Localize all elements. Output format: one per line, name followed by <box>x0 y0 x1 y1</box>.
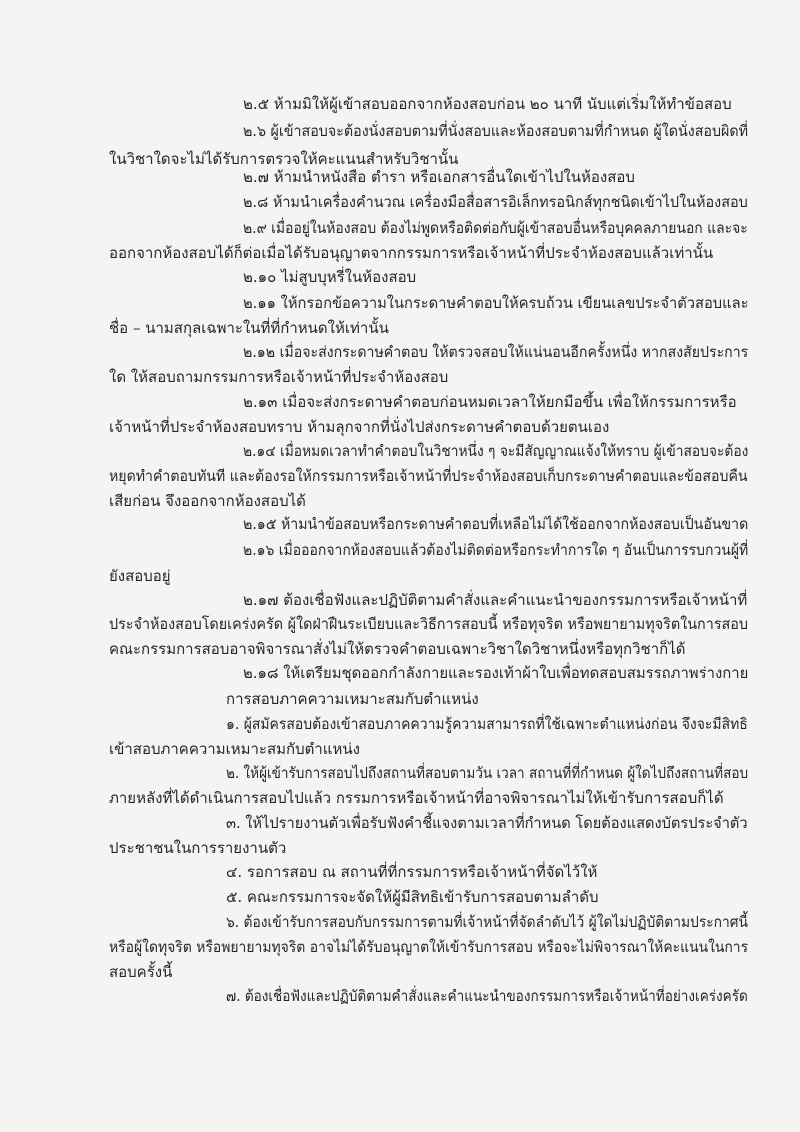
rule-2-12: ๒.๑๒ เมื่อจะส่งกระดาษคำตอบ ให้ตรวจสอบให้แน่นอนอีกครั้งหนึ่ง หากสงสัยประการ <box>243 343 749 361</box>
rule-2-14: ๒.๑๔ เมื่อหมดเวลาทำคำตอบในวิชาหนึ่ง ๆ จะมีสัญญาณแจ้งให้ทราบ ผู้เข้าสอบจะต้อง <box>243 442 749 460</box>
rule-2-10: ๒.๑๐ ไม่สูบบุหรี่ในห้องสอบ <box>243 268 417 286</box>
rule-2-17: ๒.๑๗ ต้องเชื่อฟังและปฏิบัติตามคำสั่งและคำแนะนำของกรรมการหรือเจ้าหน้าที่ <box>243 591 748 609</box>
suitability-rule-6-cont2: สอบครั้งนี้ <box>109 963 173 981</box>
suitability-rule-3-cont: ประชาชนในการรายงานตัว <box>109 839 287 857</box>
rule-2-7: ๒.๗ ห้ามนำหนังสือ ตำรา หรือเอกสารอื่นใดเข้าไปในห้องสอบ <box>243 168 635 186</box>
rule-2-17-cont2: คณะกรรมการสอบอาจพิจารณาสั่งไม่ให้ตรวจคำตอบเฉพาะวิชาใดวิชาหนึ่งหรือทุกวิชาก็ได้ <box>109 640 686 658</box>
suitability-rule-1-cont: เข้าสอบภาคความเหมาะสมกับตำแหน่ง <box>109 740 360 758</box>
rule-2-13-cont: เจ้าหน้าที่ประจำห้องสอบทราบ ห้ามลุกจากที่นั่งไปส่งกระดาษคำตอบด้วยตนเอง <box>109 418 610 436</box>
rule-2-8: ๒.๘ ห้ามนำเครื่องคำนวณ เครื่องมือสื่อสารอิเล็กทรอนิกส์ทุกชนิดเข้าไปในห้องสอบ <box>243 193 748 211</box>
suitability-rule-5: ๕. คณะกรรมการจะจัดให้ผู้มีสิทธิเข้ารับการสอบตามลำดับ <box>226 888 599 906</box>
suitability-rule-6-cont: หรือผู้ใดทุจริต หรือพยายามทุจริต อาจไม่ได้รับอนุญาตให้เข้ารับการสอบ หรือจะไม่พิจารณาให้คะแนนในการ <box>109 938 749 956</box>
rule-2-5: ๒.๕ ห้ามมิให้ผู้เข้าสอบออกจากห้องสอบก่อน ๒๐ นาที นับแต่เริ่มให้ทำข้อสอบ <box>243 95 732 113</box>
rule-2-11-cont: ชื่อ – นามสกุลเฉพาะในที่ที่กำหนดให้เท่านั้น <box>109 319 389 337</box>
rule-2-9-cont: ออกจากห้องสอบได้ก็ต่อเมื่อได้รับอนุญาตจากกรรมการหรือเจ้าหน้าที่ประจำห้องสอบแล้วเท่านั้น <box>109 244 714 262</box>
suitability-rule-3: ๓. ให้ไปรายงานตัวเพื่อรับฟังคำชี้แจงตามเวลาที่กำหนด โดยต้องแสดงบัตรประจำตัว <box>226 814 748 832</box>
rule-2-11: ๒.๑๑ ให้กรอกข้อความในกระดาษคำตอบให้ครบถ้วน เขียนเลขประจำตัวสอบและ <box>243 294 749 312</box>
suitability-rule-7: ๗. ต้องเชื่อฟังและปฏิบัติตามคำสั่งและคำแนะนำของกรรมการหรือเจ้าหน้าที่อย่างเคร่งครัด <box>226 987 748 1005</box>
suitability-rule-2-cont: ภายหลังที่ได้ดำเนินการสอบไปแล้ว กรรมการหรือเจ้าหน้าที่อาจพิจารณาไม่ให้เข้ารับการสอบก็ได้ <box>109 789 724 807</box>
rule-2-18: ๒.๑๘ ให้เตรียมชุดออกกำลังกายและรองเท้าผ้าใบเพื่อทดสอบสมรรถภาพร่างกาย <box>243 664 749 682</box>
rule-2-16-cont: ยังสอบอยู่ <box>109 567 171 585</box>
rule-2-14-cont2: เสียก่อน จึงออกจากห้องสอบได้ <box>109 492 306 510</box>
rule-2-15: ๒.๑๕ ห้ามนำข้อสอบหรือกระดาษคำตอบที่เหลือไม่ได้ใช้ออกจากห้องสอบเป็นอันขาด <box>243 515 749 533</box>
rule-2-12-cont: ใด ให้สอบถามกรรมการหรือเจ้าหน้าที่ประจำห้องสอบ <box>109 368 449 386</box>
rule-2-16: ๒.๑๖ เมื่อออกจากห้องสอบแล้วต้องไม่ติดต่อหรือกระทำการใด ๆ อันเป็นการรบกวนผู้ที่ <box>243 541 749 559</box>
rule-2-14-cont: หยุดทำคำตอบทันที และต้องรอให้กรรมการหรือเจ้าหน้าที่ประจำห้องสอบเก็บกระดาษคำตอบและข้อสอบคืน <box>109 467 748 485</box>
suitability-rule-6: ๖. ต้องเข้ารับการสอบกับกรรมการตามที่เจ้าหน้าที่จัดลำดับไว้ ผู้ใดไม่ปฏิบัติตามประกาศนี้ <box>226 913 748 931</box>
rule-2-6: ๒.๖ ผู้เข้าสอบจะต้องนั่งสอบตามที่นั่งสอบและห้องสอบตามที่กำหนด ผู้ใดนั่งสอบผิดที่ <box>243 122 749 140</box>
rule-2-9: ๒.๙ เมื่ออยู่ในห้องสอบ ต้องไม่พูดหรือติดต่อกับผู้เข้าสอบอื่นหรือบุคคลภายนอก และจะ <box>243 219 748 237</box>
suitability-rule-2: ๒. ให้ผู้เข้ารับการสอบไปถึงสถานที่สอบตามวัน เวลา สถานที่ที่กำหนด ผู้ใดไปถึงสถานที่สอบ <box>226 764 749 782</box>
suitability-rule-1: ๑. ผู้สมัครสอบต้องเข้าสอบภาคความรู้ความสามารถที่ใช้เฉพาะตำแหน่งก่อน จึงจะมีสิทธิ <box>226 715 748 733</box>
suitability-rule-4: ๔. รอการสอบ ณ สถานที่ที่กรรมการหรือเจ้าหน้าที่จัดไว้ให้ <box>226 863 598 881</box>
section-heading-suitability: การสอบภาคความเหมาะสมกับตำแหน่ง <box>226 690 479 708</box>
rule-2-6-cont: ในวิชาใดจะไม่ได้รับการตรวจให้คะแนนสำหรับวิชานั้น <box>109 150 459 168</box>
rule-2-13: ๒.๑๓ เมื่อจะส่งกระดาษคำตอบก่อนหมดเวลาให้ยกมือขึ้น เพื่อให้กรรมการหรือ <box>243 393 737 411</box>
rule-2-17-cont: ประจำห้องสอบโดยเคร่งครัด ผู้ใดฝ่าฝืนระเบียบและวิธีการสอบนี้ หรือทุจริต หรือพยายามทุจริตในการสอบ <box>109 615 749 633</box>
